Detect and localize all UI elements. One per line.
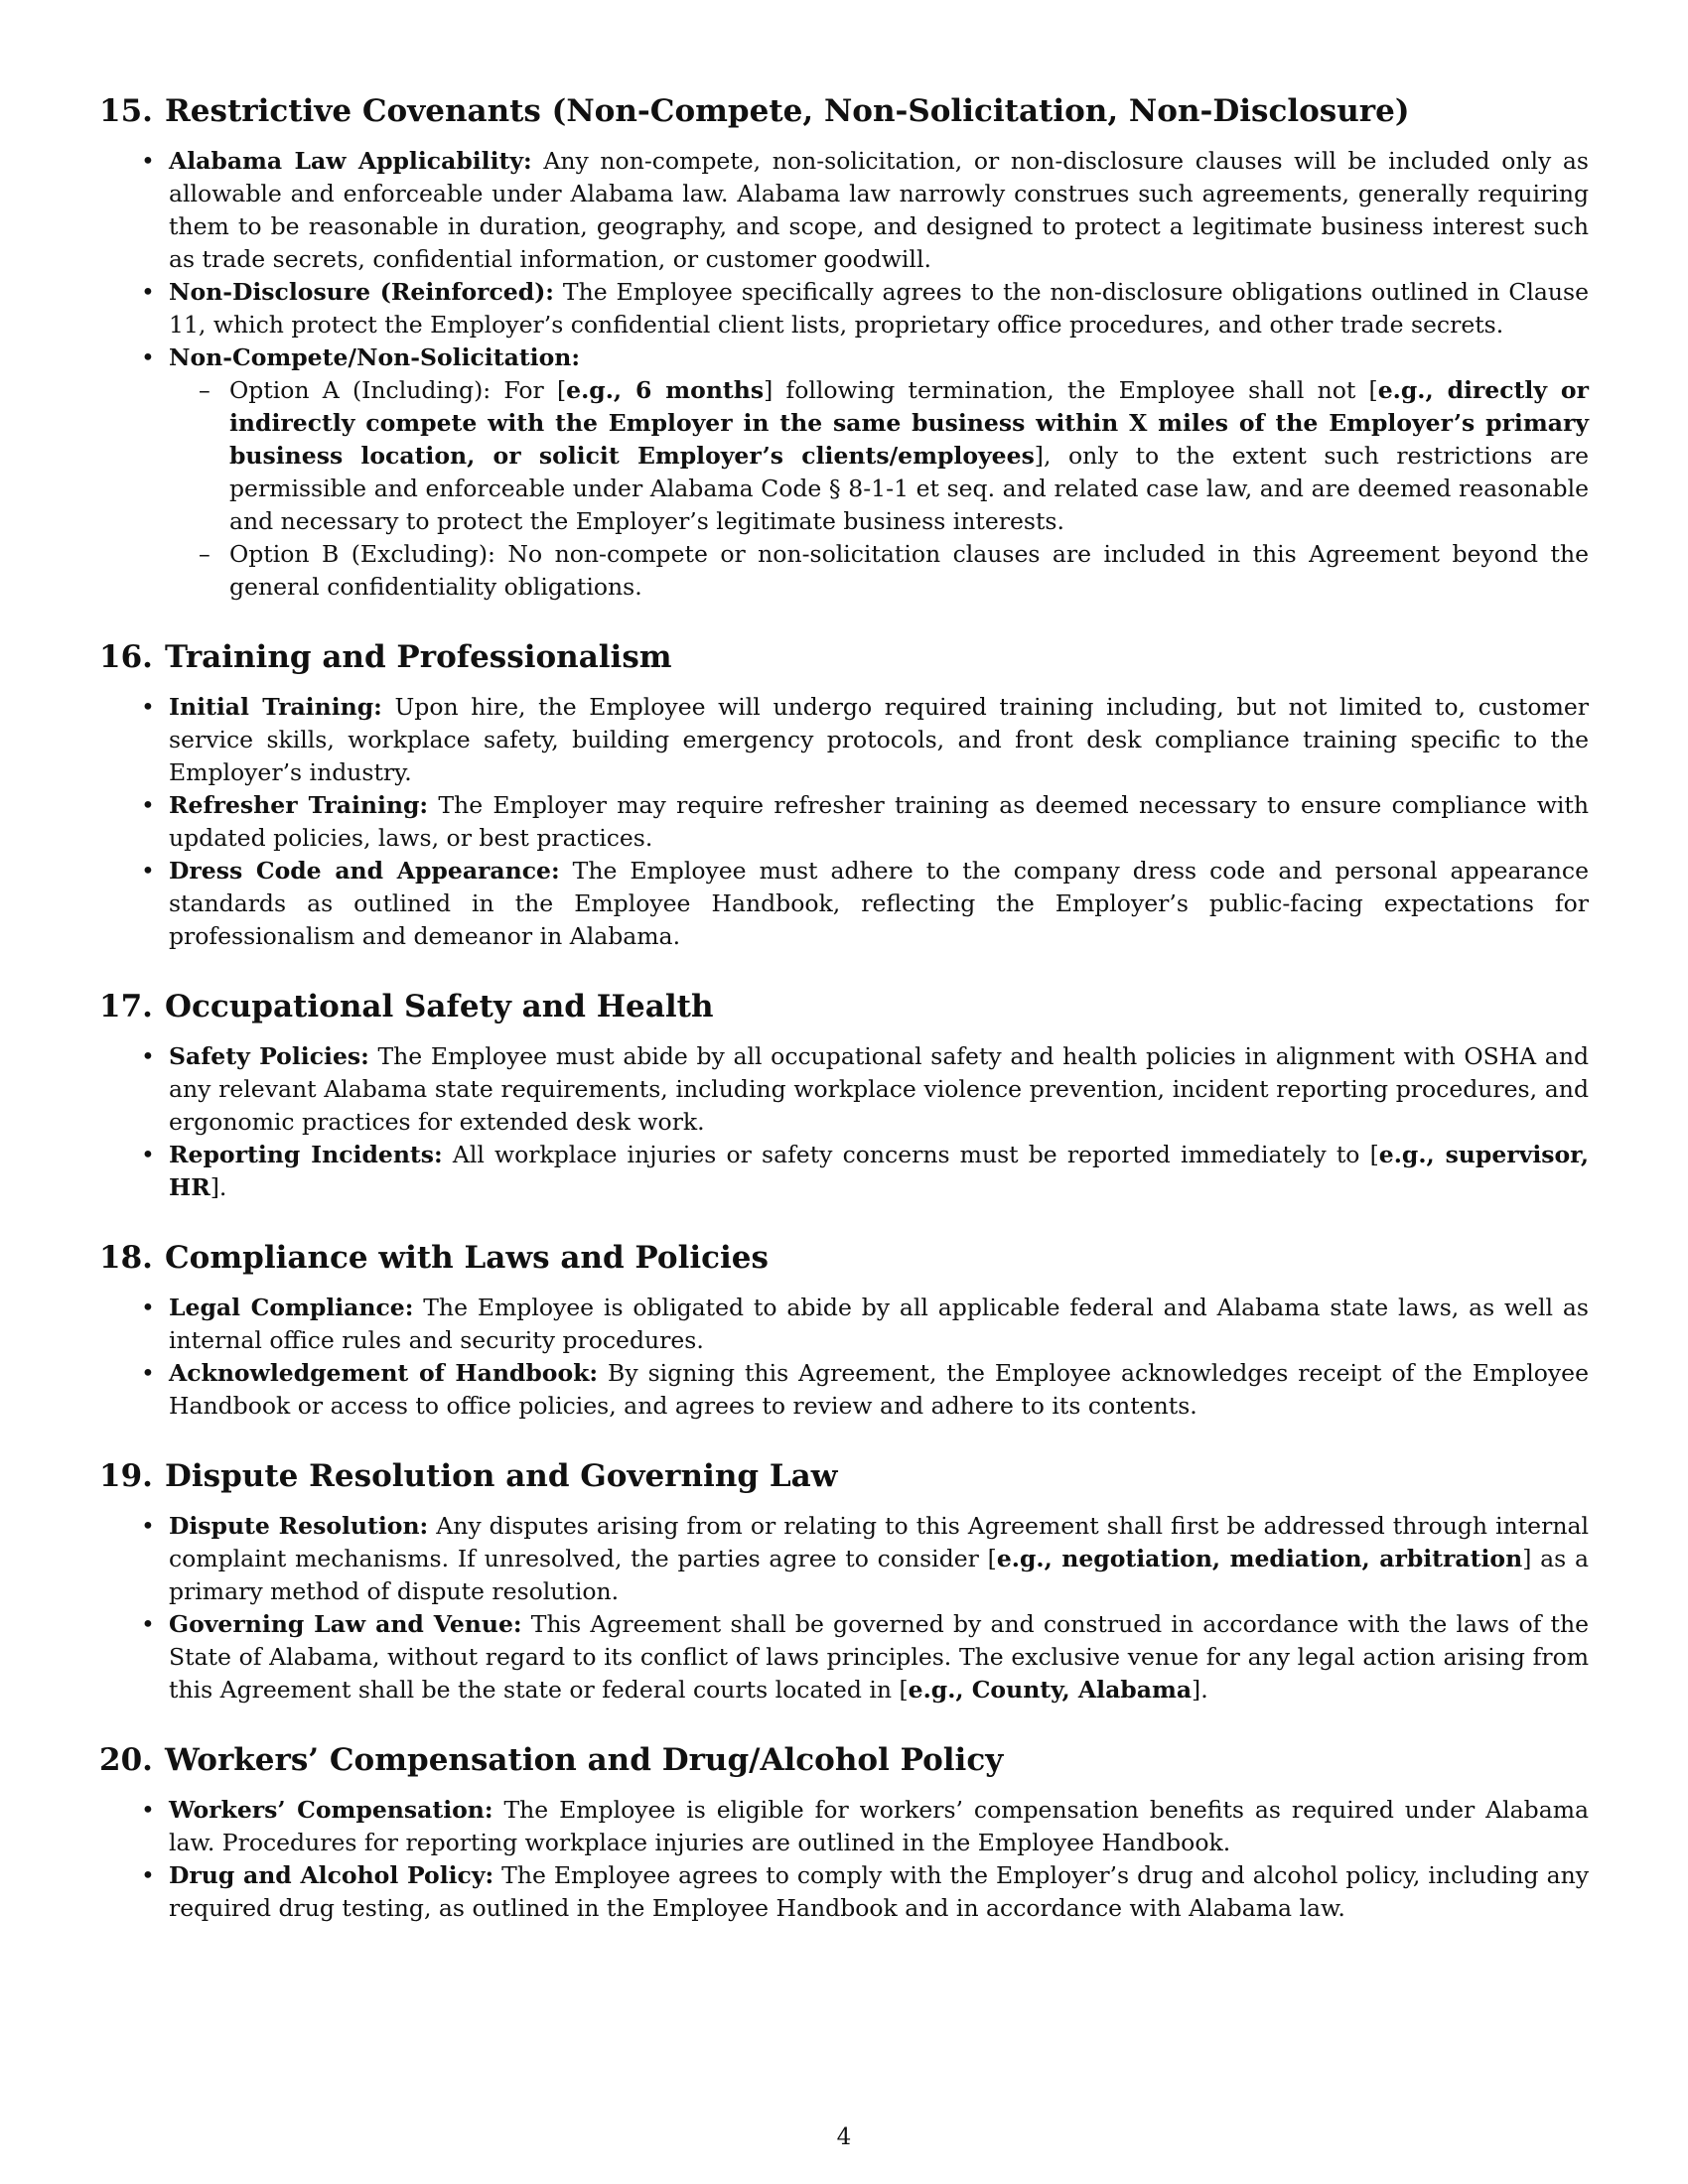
clause-label: Acknowledgement of Handbook:	[169, 1359, 599, 1387]
section-heading	[99, 1740, 1589, 1780]
page-number: 4	[836, 2124, 852, 2150]
section-number: 18.	[99, 1240, 153, 1276]
clause-list	[99, 1794, 1589, 1925]
placeholder-text: e.g., County, Alabama	[908, 1676, 1193, 1704]
clause-item	[99, 1139, 1589, 1204]
section-number: 19.	[99, 1458, 153, 1494]
section	[99, 91, 1589, 604]
option-text: ], only to the extent such restrictions are permissible and enforceable under Alabama Code § 8-1-1 et seq. and related case law, and are deemed reasonable and necessary to protect the Employer’s legitimate business interests.	[229, 442, 1589, 535]
clause-label: Legal Compliance:	[169, 1294, 414, 1321]
clause-list	[99, 1040, 1589, 1204]
placeholder-text: e.g., supervisor, HR	[169, 1141, 1589, 1201]
clause-text: ].	[1192, 1676, 1208, 1704]
clause-label: Refresher Training:	[169, 791, 429, 819]
clause-label: Dress Code and Appearance:	[169, 857, 560, 885]
clause-text: The Employee specifically agrees to the non-disclosure obligations outlined in Clause 11, which protect the Employer’s confidential client lists, proprietary office procedures, and other trade secrets.	[169, 278, 1589, 339]
placeholder-text: e.g., directly or indirectly compete with the Employer in the same business within X miles of the Employer’s primary business location, or solicit Employer’s clients/employees	[229, 376, 1589, 470]
clause-label: Governing Law and Venue:	[169, 1610, 522, 1638]
clause-text: The Employee must adhere to the company dress code and personal appearance standards as outlined in the Employee Handbook, reflecting the Employer’s public-facing expectations for professionalism and demeanor in Alabama.	[169, 857, 1590, 950]
clause-item	[99, 855, 1589, 953]
clause-text: Any non-compete, non-solicitation, or non-disclosure clauses will be included only as allowable and enforceable under Alabama law. Alabama law narrowly construes such agreements, generally requiring them to be reasonable in duration, geography, and scope, and designed to protect a legitimate business interest such as trade secrets, confidential information, or customer goodwill.	[169, 147, 1589, 273]
section-heading	[99, 1238, 1589, 1278]
document-page	[99, 91, 1589, 1959]
clause-text: ].	[210, 1173, 227, 1201]
clause-text: All workplace injuries or safety concerns must be reported immediately to [	[442, 1141, 1379, 1168]
clause-item	[99, 1608, 1589, 1706]
clause-item	[99, 1510, 1589, 1608]
clause-text: The Employee is eligible for workers’ compensation benefits as required under Alabama law. Procedures for reporting workplace injuries are outlined in the Employee Handbook.	[169, 1796, 1590, 1856]
clause-list	[99, 1510, 1589, 1706]
section-heading	[99, 91, 1589, 131]
section-number: 17.	[99, 989, 153, 1024]
clause-label: Alabama Law Applicability:	[169, 147, 532, 175]
option-list	[169, 374, 1589, 604]
clause-item	[99, 145, 1589, 276]
clause-text: By signing this Agreement, the Employee acknowledges receipt of the Employee Handbook or access to office policies, and agrees to review and adhere to its contents.	[169, 1359, 1589, 1420]
option-text: Option A (Including): For [	[229, 376, 567, 404]
clause-text: The Employee is obligated to abide by all applicable federal and Alabama state laws, as well as internal office rules and security procedures.	[169, 1294, 1589, 1354]
section-number: 16.	[99, 639, 153, 675]
placeholder-text: e.g., negotiation, mediation, arbitration	[996, 1545, 1523, 1572]
section-title: Compliance with Laws and Policies	[165, 1240, 769, 1276]
clause-label: Drug and Alcohol Policy:	[169, 1861, 494, 1889]
clause-text: The Employee agrees to comply with the Employer’s drug and alcohol policy, including any required drug testing, as outlined in the Employee Handbook and in accordance with Alabama law.	[169, 1861, 1589, 1922]
section	[99, 1238, 1589, 1423]
clause-list	[99, 145, 1589, 604]
clause-item	[99, 789, 1589, 855]
section-title: Training and Professionalism	[165, 639, 672, 675]
option-text: Option B (Excluding): No non-compete or non-solicitation clauses are included in this Agreement beyond the general confidentiality obligations.	[229, 540, 1589, 601]
clause-item	[99, 1292, 1589, 1357]
clause-label: Initial Training:	[169, 693, 382, 721]
section-title: Occupational Safety and Health	[165, 989, 714, 1024]
section-heading	[99, 1456, 1589, 1496]
section-number: 15.	[99, 93, 153, 129]
section-title: Dispute Resolution and Governing Law	[165, 1458, 838, 1494]
clause-text: The Employer may require refresher training as deemed necessary to ensure compliance with updated policies, laws, or best practices.	[169, 791, 1589, 852]
clause-label: Non-Disclosure (Reinforced):	[169, 278, 554, 306]
clause-item	[99, 1859, 1589, 1925]
option-item	[169, 538, 1589, 604]
clause-list	[99, 1292, 1589, 1423]
option-text: ] following termination, the Employee shall not [	[764, 376, 1378, 404]
clause-item	[99, 1794, 1589, 1859]
clause-label: Reporting Incidents:	[169, 1141, 443, 1168]
clause-item	[99, 341, 1589, 604]
option-item	[169, 374, 1589, 538]
section	[99, 637, 1589, 953]
section-title: Workers’ Compensation and Drug/Alcohol Policy	[165, 1742, 1004, 1778]
clause-item	[99, 691, 1589, 789]
clause-label: Workers’ Compensation:	[169, 1796, 493, 1824]
section-heading	[99, 637, 1589, 677]
section-number: 20.	[99, 1742, 153, 1778]
placeholder-text: e.g., 6 months	[566, 376, 765, 404]
section	[99, 1456, 1589, 1706]
clause-text: Upon hire, the Employee will undergo required training including, but not limited to, customer service skills, workplace safety, building emergency protocols, and front desk compliance training specific to the Employer’s industry.	[169, 693, 1589, 786]
clause-label: Non-Compete/Non-Solicitation:	[169, 343, 581, 371]
section	[99, 987, 1589, 1204]
clause-item	[99, 1040, 1589, 1139]
clause-label: Dispute Resolution:	[169, 1512, 429, 1540]
clause-item	[99, 1357, 1589, 1423]
clause-text: ] as a primary method of dispute resolution.	[169, 1545, 1589, 1605]
section-heading	[99, 987, 1589, 1026]
clause-list	[99, 691, 1589, 953]
section	[99, 1740, 1589, 1925]
clause-label: Safety Policies:	[169, 1042, 369, 1070]
clause-text: The Employee must abide by all occupational safety and health policies in alignment with OSHA and any relevant Alabama state requirements, including workplace violence prevention, incident reporting procedures, and ergonomic practices for extended desk work.	[169, 1042, 1589, 1136]
clause-text: Any disputes arising from or relating to this Agreement shall first be addressed through internal complaint mechanisms. If unresolved, the parties agree to consider [	[169, 1512, 1589, 1572]
clause-text: This Agreement shall be governed by and construed in accordance with the laws of the State of Alabama, without regard to its conflict of laws principles. The exclusive venue for any legal action arising from this Agreement shall be the state or federal courts located in [	[169, 1610, 1590, 1704]
clause-item	[99, 276, 1589, 341]
section-title: Restrictive Covenants (Non-Compete, Non-Solicitation, Non-Disclosure)	[165, 93, 1410, 129]
